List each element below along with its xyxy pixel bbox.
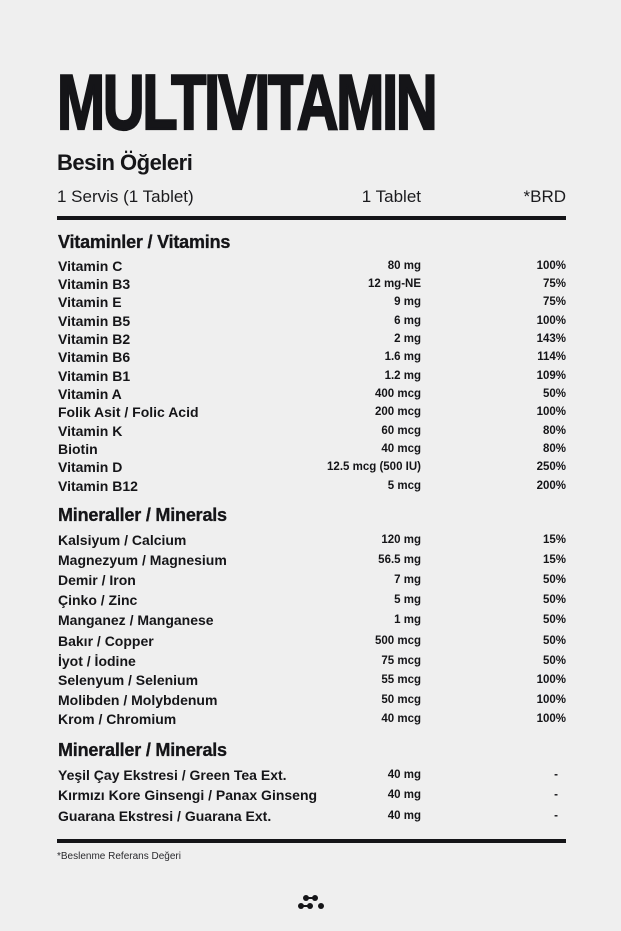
nutrient-name: Vitamin C [58, 258, 123, 274]
table-row [57, 258, 566, 276]
table-row [57, 386, 566, 404]
table-row [57, 672, 566, 690]
nutrient-name: Guarana Ekstresi / Guarana Ext. [58, 808, 272, 824]
table-row [57, 441, 566, 459]
nutrient-name: Krom / Chromium [58, 711, 177, 727]
dots-logo-icon [297, 893, 327, 911]
nutrient-amount: 400 mcg [374, 388, 421, 400]
nutrient-amount: 2 mg [394, 333, 421, 345]
nutrient-name: Demir / Iron [58, 572, 136, 588]
nutrient-name: Selenyum / Selenium [58, 672, 199, 688]
nutrient-brd: 109% [536, 370, 566, 382]
brd-column-header: *BRD [523, 187, 566, 206]
table-row [57, 787, 566, 805]
nutrient-amount: 500 mcg [374, 635, 421, 647]
table-row [57, 313, 566, 331]
nutrient-amount: 56.5 mg [378, 554, 421, 566]
nutrient-name: Vitamin K [58, 423, 123, 439]
divider-bottom [57, 839, 566, 843]
nutrient-amount: 7 mg [394, 574, 421, 586]
nutrient-name: Vitamin B3 [58, 276, 131, 292]
nutrient-amount: 1.2 mg [384, 370, 421, 382]
nutrient-brd: - [554, 789, 558, 801]
table-row [57, 592, 566, 610]
nutrient-name: Çinko / Zinc [58, 592, 138, 608]
nutrient-amount: 40 mg [387, 789, 421, 801]
table-row [57, 552, 566, 570]
table-row [57, 349, 566, 367]
nutrient-name: Yeşil Çay Ekstresi / Green Tea Ext. [58, 767, 287, 783]
table-row [57, 368, 566, 386]
nutrient-amount: 60 mcg [381, 425, 421, 437]
nutrient-name: Vitamin D [58, 459, 123, 475]
section-heading-extracts: Mineraller / Minerals [58, 740, 227, 760]
nutrient-amount: 40 mcg [381, 713, 421, 725]
table-row [57, 423, 566, 441]
nutrient-name: Vitamin B12 [58, 478, 138, 494]
table-row [57, 532, 566, 550]
nutrient-name: Vitamin B2 [58, 331, 131, 347]
nutrient-brd: - [554, 810, 558, 822]
divider-top [57, 216, 566, 220]
nutrient-brd: 250% [536, 461, 566, 473]
nutrient-name: İyot / İodine [58, 653, 136, 669]
nutrient-amount: 120 mg [381, 534, 421, 546]
nutrient-brd: 100% [536, 315, 566, 327]
nutrient-brd: 143% [536, 333, 566, 345]
nutrient-name: Vitamin A [58, 386, 122, 402]
nutrient-name: Vitamin B6 [58, 349, 131, 365]
nutrient-brd: 50% [542, 594, 566, 606]
amount-column-header: 1 Tablet [361, 187, 421, 206]
nutrient-amount: 1 mg [394, 614, 421, 626]
nutrient-name: Kırmızı Kore Ginsengi / Panax Ginseng [58, 787, 318, 803]
nutrient-amount: 40 mg [387, 810, 421, 822]
nutrient-amount: 200 mcg [374, 406, 421, 418]
table-row [57, 808, 566, 826]
nutrient-brd: 100% [536, 713, 566, 725]
nutrient-name: Magnezyum / Magnesium [58, 552, 227, 568]
nutrient-name: Folik Asit / Folic Acid [58, 404, 199, 420]
nutrient-brd: 114% [537, 351, 566, 363]
nutrient-name: Manganez / Manganese [58, 612, 214, 628]
nutrient-brd: 50% [542, 574, 566, 586]
nutrient-brd: 75% [542, 296, 566, 308]
nutrient-brd: 15% [542, 554, 566, 566]
nutrient-brd: 100% [536, 674, 566, 686]
nutrient-name: Kalsiyum / Calcium [58, 532, 187, 548]
table-row [57, 692, 566, 710]
nutrient-brd: 80% [542, 425, 566, 437]
nutrient-amount: 9 mg [394, 296, 421, 308]
nutrient-brd: 75% [542, 278, 566, 290]
table-row [57, 404, 566, 422]
nutrient-brd: 50% [542, 614, 566, 626]
nutrient-brd: 100% [536, 406, 566, 418]
nutrient-brd: 15% [542, 534, 566, 546]
nutrient-name: Vitamin B5 [58, 313, 131, 329]
nutrient-brd: 100% [536, 694, 566, 706]
table-row [57, 276, 566, 294]
nutrient-amount: 5 mcg [387, 480, 421, 492]
nutrient-name: Biotin [58, 441, 98, 457]
table-row [57, 478, 566, 496]
nutrient-name: Bakır / Copper [58, 633, 154, 649]
nutrient-brd: 50% [542, 635, 566, 647]
table-row [57, 633, 566, 651]
nutrient-amount: 12 mg-NE [367, 278, 421, 290]
product-title: MULTIVITAMIN [57, 58, 436, 146]
nutrient-amount: 55 mcg [381, 674, 421, 686]
nutrient-name: Molibden / Molybdenum [58, 692, 218, 708]
nutrients-heading: Besin Öğeleri [57, 150, 193, 175]
nutrient-amount: 80 mg [387, 260, 421, 272]
nutrient-name: Vitamin E [58, 294, 122, 310]
nutrient-brd: 50% [542, 388, 566, 400]
nutrient-amount: 1.6 mg [384, 351, 421, 363]
nutrient-amount: 50 mcg [381, 694, 421, 706]
section-heading-vitamins: Vitaminler / Vitamins [58, 232, 231, 252]
table-row [57, 294, 566, 312]
table-row [57, 653, 566, 671]
table-row [57, 767, 566, 785]
nutrient-amount: 5 mg [394, 594, 421, 606]
nutrient-amount: 12.5 mcg (500 IU) [327, 461, 421, 473]
serving-label: 1 Servis (1 Tablet) [57, 187, 194, 206]
footnote: *Beslenme Referans Değeri [57, 851, 181, 862]
nutrient-brd: 80% [542, 443, 566, 455]
nutrient-brd: 50% [542, 655, 566, 667]
nutrient-amount: 40 mg [387, 769, 421, 781]
nutrient-brd: 100% [536, 260, 566, 272]
nutrient-brd: - [554, 769, 558, 781]
section-heading-minerals: Mineraller / Minerals [58, 505, 227, 525]
table-row [57, 459, 566, 477]
nutrient-brd: 200% [536, 480, 566, 492]
table-row [57, 612, 566, 630]
table-row [57, 331, 566, 349]
nutrient-amount: 6 mg [394, 315, 421, 327]
table-row [57, 711, 566, 729]
nutrient-amount: 40 mcg [381, 443, 421, 455]
nutrient-amount: 75 mcg [381, 655, 421, 667]
table-row [57, 572, 566, 590]
nutrient-name: Vitamin B1 [58, 368, 131, 384]
